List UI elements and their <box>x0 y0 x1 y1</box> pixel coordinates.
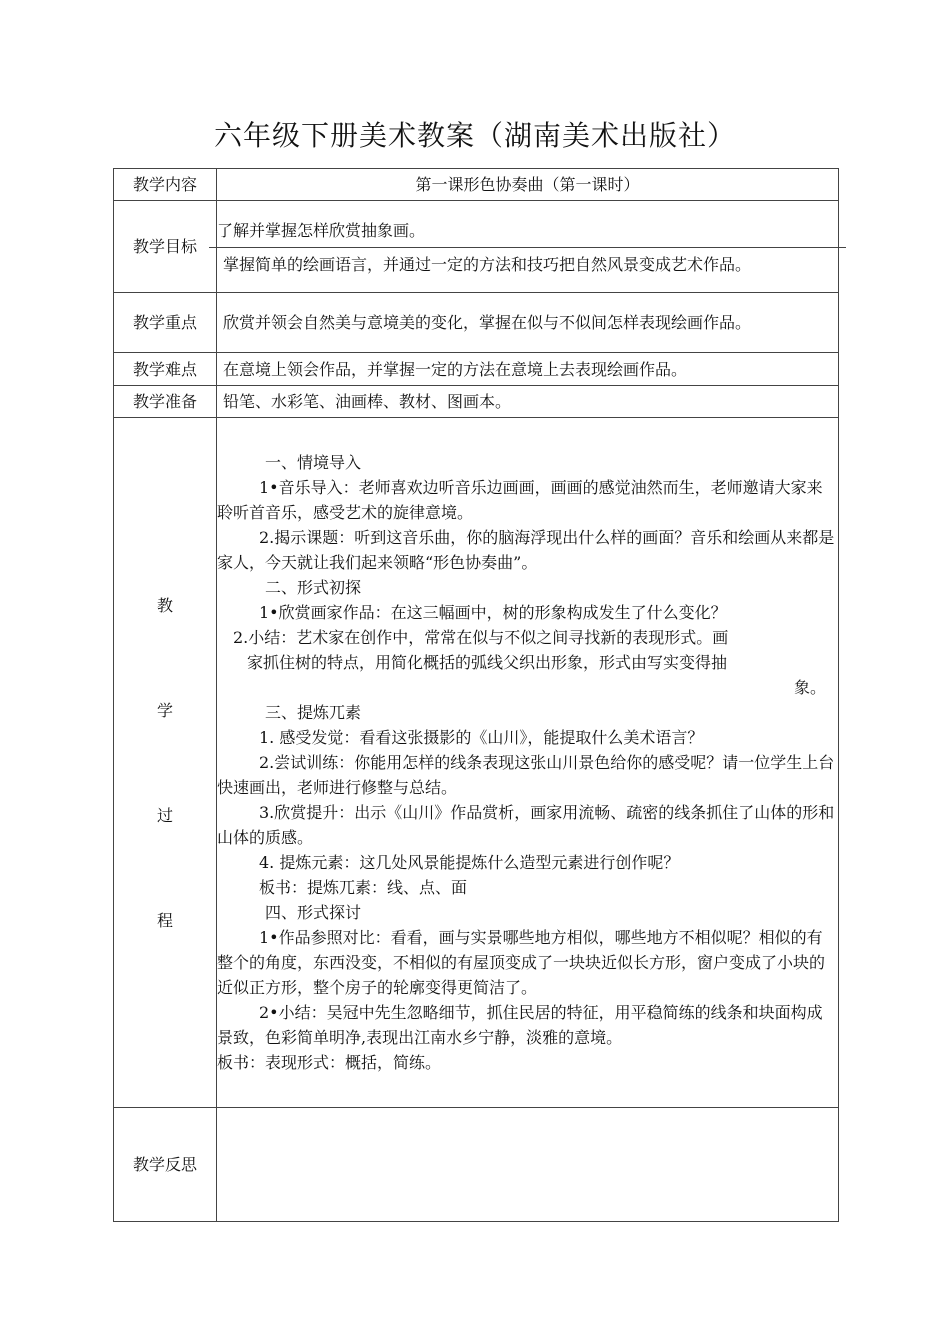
value-difficulties <box>217 353 839 386</box>
process-heading: 四、形式探讨 <box>265 903 362 922</box>
process-paragraph: 2.揭示课题：听到这音乐曲，你的脑海浮现出什么样的画面？音乐和绘画从来都是家人，今天就让我们起来领略“形色协奏曲”。 <box>217 528 835 572</box>
process-paragraph: 象。 <box>793 678 826 697</box>
process-paragraph: 2.小结：艺术家在创作中，常常在似与不似之间寻找新的表现形式。画 <box>233 628 729 647</box>
preparation-text: 铅笔、水彩笔、油画棒、教材、图画本。 <box>223 392 512 411</box>
difficulties-text: 在意境上领会作品，并掌握一定的方法在意境上去表现绘画作品。 <box>223 359 688 379</box>
row-difficulties <box>114 353 839 386</box>
row-key-points <box>114 293 839 353</box>
value-preparation <box>217 386 839 418</box>
row-process <box>114 418 839 1108</box>
process-paragraph: 1•音乐导入：老师喜欢边听音乐边画画，画画的感觉油然而生，老师邀请大家来聆听首音乐，感受艺术的旋律意境。 <box>217 478 823 522</box>
key-points-text: 欣赏并领会自然美与意境美的变化，掌握在似与不似间怎样表现绘画作品。 <box>223 313 752 332</box>
label-reflection: 教学反思 <box>114 1108 217 1222</box>
value-content: 第一课形色协奏曲（第一课时） <box>217 169 839 201</box>
goal-item: 了解并掌握怎样欣赏抽象画。 <box>209 216 846 248</box>
process-paragraph: 4. 提炼元素：这几处风景能提炼什么造型元素进行创作呢？ <box>259 853 680 872</box>
label-process <box>114 418 217 1108</box>
process-paragraph: 2•小结：吴冠中先生忽略细节，抓住民居的特征，用平稳简练的线条和块面构成景致，色彩简单明净,表现出江南水乡宁静，淡雅的意境。 <box>217 1003 823 1047</box>
process-paragraph: 2.尝试训练：你能用怎样的线条表现这张山川景色给你的感受呢？请一位学生上台快速画出，老师进行修整与总结。 <box>217 753 835 797</box>
process-label-char: 过 <box>156 805 173 825</box>
row-preparation <box>114 386 839 418</box>
label-goals: 教学目标 <box>114 201 217 293</box>
page-title: 六年级下册美术教案（湖南美术出版社） <box>213 119 736 152</box>
row-goals <box>114 201 839 293</box>
label-difficulties: 教学难点 <box>114 353 217 386</box>
process-paragraph: 家抓住树的特点，用简化概括的弧线父织出形象，形式由写实变得抽 <box>247 653 728 672</box>
process-paragraph: 1. 感受发觉：看看这张摄影的《山川》，能提取什么美术语言？ <box>259 728 704 747</box>
row-content <box>114 169 839 201</box>
process-heading: 二、形式初探 <box>265 578 362 597</box>
process-paragraph: 3.欣赏提升：出示《山川》作品赏析，画家用流畅、疏密的线条抓住了山体的形和山体的质感。 <box>217 803 835 847</box>
label-content: 教学内容 <box>114 169 217 201</box>
value-process <box>217 418 839 1108</box>
value-key-points <box>217 293 839 353</box>
process-label-char: 程 <box>156 910 173 930</box>
row-reflection <box>114 1108 839 1222</box>
process-board-note: 板书：表现形式：概括，简练。 <box>217 1053 442 1072</box>
process-label-char: 学 <box>156 700 173 720</box>
process-paragraph: 1•作品参照对比：看看，画与实景哪些地方相似，哪些地方不相似呢？相似的有整个的角度，东西没变，不相似的有屋顶变成了一块块近似长方形，窗户变成了小块的近似正方形，整个房子的轮廓变得更简洁了。 <box>217 928 826 997</box>
value-reflection <box>217 1108 839 1222</box>
lesson-plan-table <box>113 168 839 1222</box>
label-preparation: 教学准备 <box>114 386 217 418</box>
process-board-note: 板书：提炼兀素：线、点、面 <box>259 878 468 897</box>
process-heading: 一、情境导入 <box>265 453 362 472</box>
goal-item: 掌握简单的绘画语言，并通过一定的方法和技巧把自然风景变成艺术作品。 <box>223 255 752 274</box>
value-goals <box>217 201 839 293</box>
label-key-points: 教学重点 <box>114 293 217 353</box>
process-label-char: 教 <box>156 595 173 615</box>
process-heading: 三、提炼兀素 <box>265 703 362 722</box>
process-paragraph: 1•欣赏画家作品：在这三幅画中，树的形象构成发生了什么变化？ <box>259 603 727 622</box>
